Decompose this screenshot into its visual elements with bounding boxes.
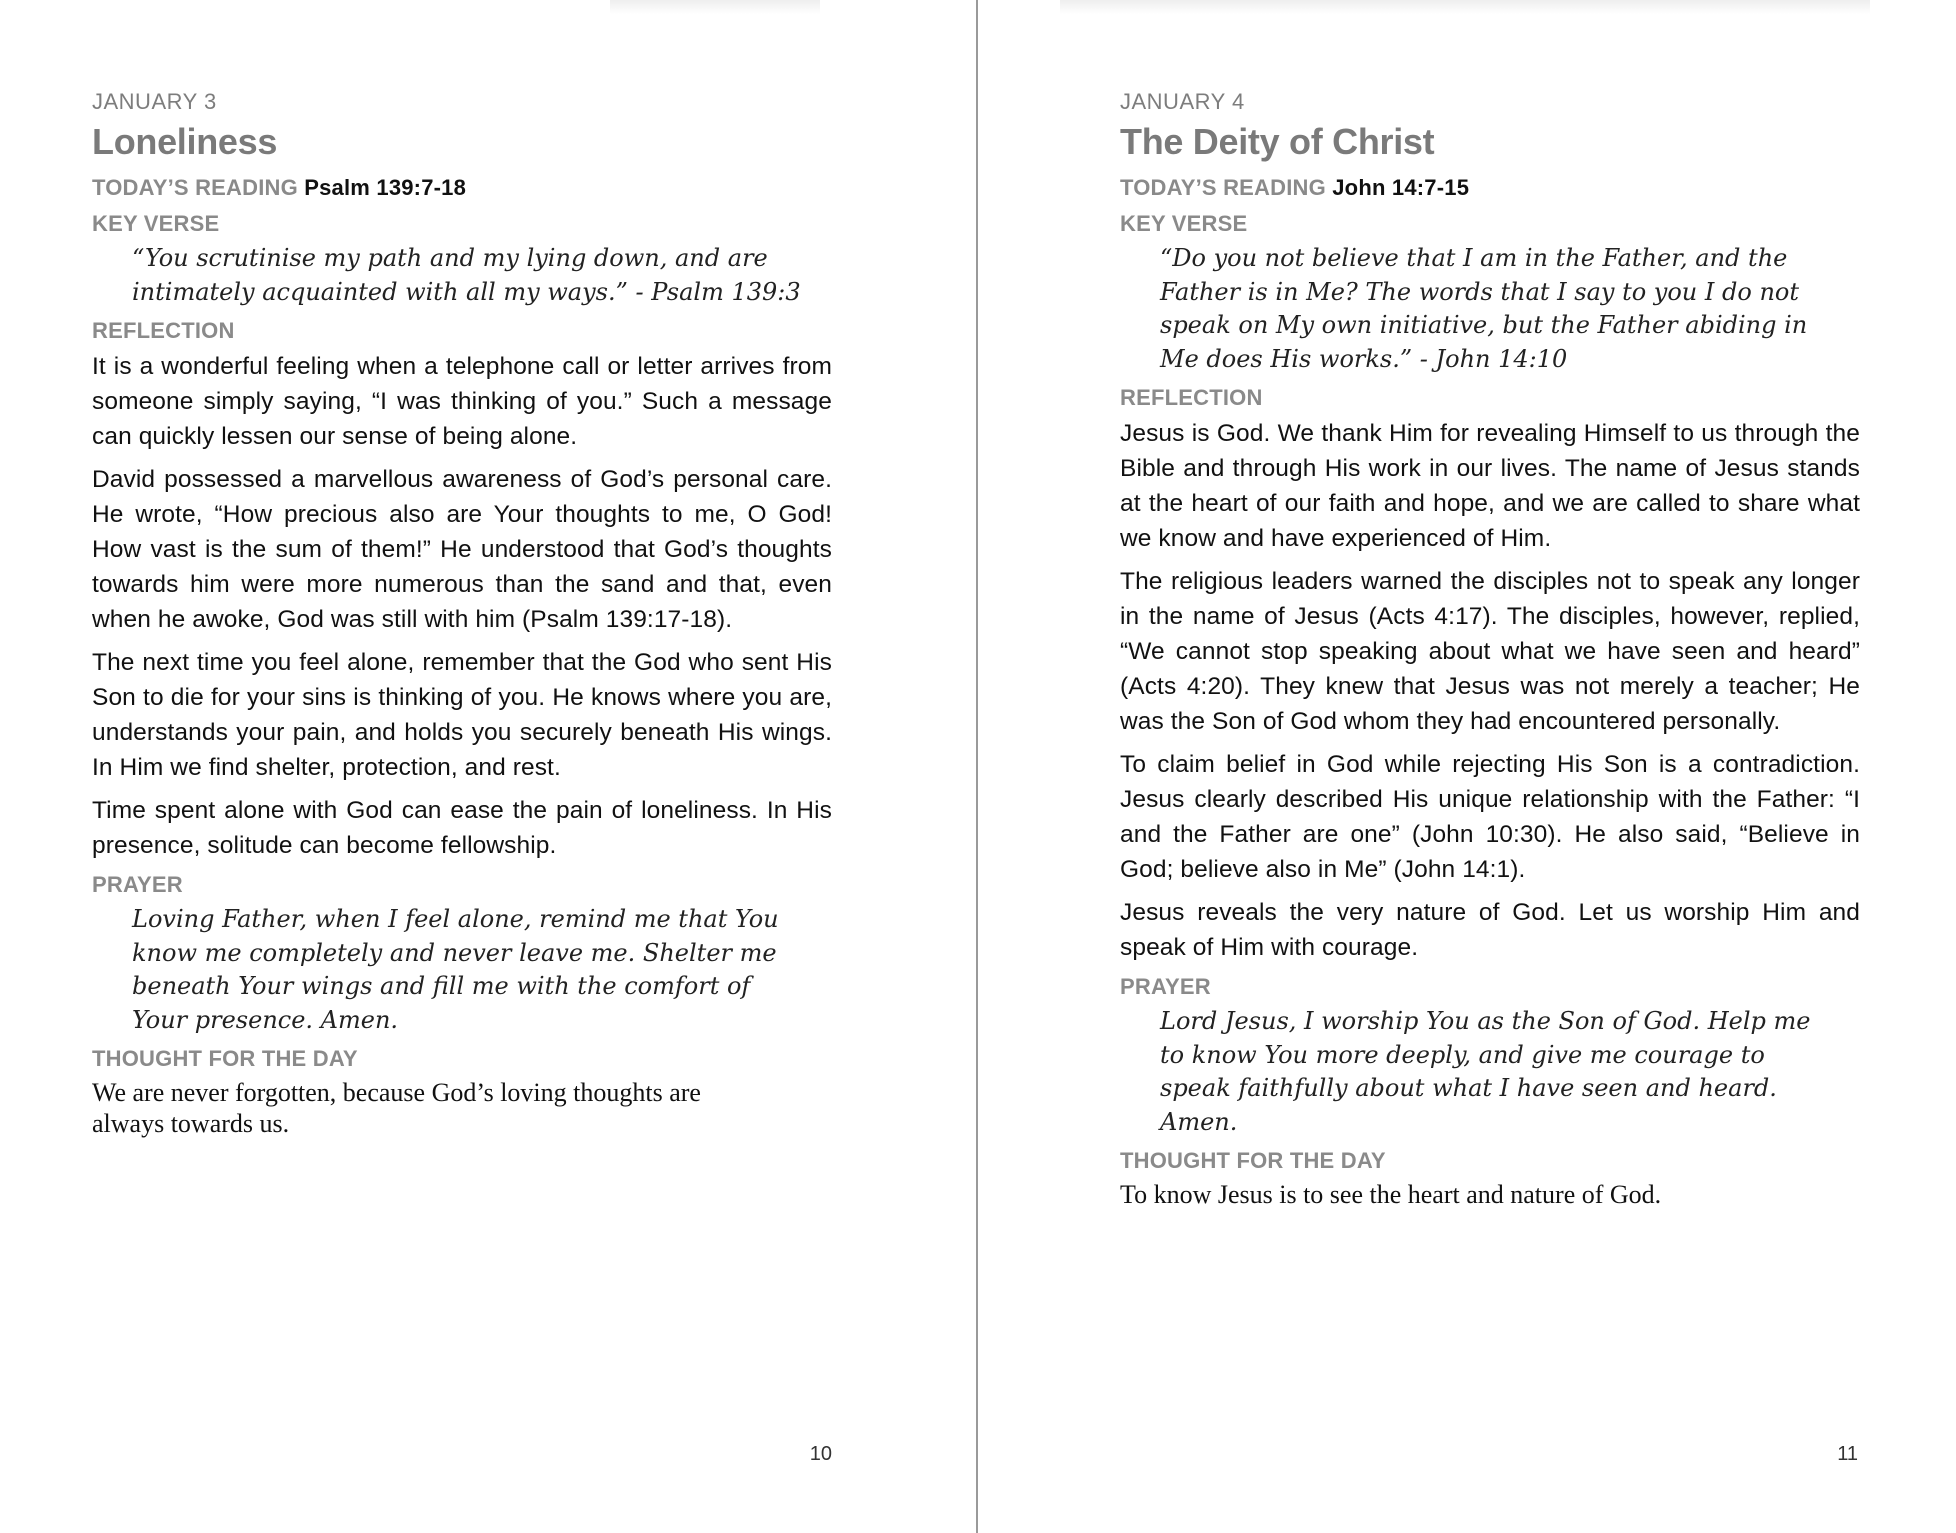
page-number: 10 [809,1443,832,1465]
thought-text: We are never forgotten, because God’s loving thoughts are always towards us. [92,1078,701,1138]
thought-label: THOUGHT FOR THE DAY [1120,1148,1386,1173]
devotional-entry [1120,88,1860,1210]
key-verse-label: KEY VERSE [1120,211,1248,236]
key-verse-label: KEY VERSE [92,211,220,236]
entry-title: The Deity of Christ [1120,121,1435,162]
entry-title: Loneliness [92,121,278,162]
reflection-paragraph: The religious leaders warned the disciples not to speak any longer in the name of Jesus (Acts 4:17). The disciples, however, replied, “We cannot stop speaking about what we have seen and heard” (Acts 4:20). They knew that Jesus was not merely a teacher; He was the Son of God whom they had encountered personally. [1120,568,1860,735]
entry-date: JANUARY 3 [92,89,217,114]
reflection-paragraph: The next time you feel alone, remember that the God who sent His Son to die for your sins is thinking of you. He knows where you are, understands your pain, and holds you securely beneath His wings. In Him we find shelter, protection, and rest. [92,649,832,781]
thought-label: THOUGHT FOR THE DAY [92,1046,358,1071]
devotional-entry [92,88,832,1139]
prayer-text: Loving Father, when I feel alone, remind me that You know me completely and never leave me. Shelter me beneath Your wings and fill me with the comfort of Your presence. Amen. [132,905,779,1034]
page-number: 11 [1837,1443,1858,1465]
todays-reading [1120,174,1860,202]
reflection-paragraph: Jesus reveals the very nature of God. Let us worship Him and speak of Him with courage. [1120,899,1860,961]
reading-reference: Psalm 139:7-18 [304,175,467,200]
key-verse-text: “Do you not believe that I am in the Father, and the Father is in Me? The words that I say to you I do not speak on My own initiative, but the Father abiding in Me does His works.” - John 14:10 [1160,244,1808,373]
prayer-text: Lord Jesus, I worship You as the Son of God. Help me to know You more deeply, and give me courage to speak faithfully about what I have seen and heard. Amen. [1160,1007,1811,1136]
reflection-paragraph: Jesus is God. We thank Him for revealing Himself to us through the Bible and through His work in our lives. The name of Jesus stands at the heart of our faith and hope, and we are called to share what we know and have experienced of Him. [1120,420,1860,552]
todays-reading-label: TODAY’S READING [92,175,298,200]
thought-text: To know Jesus is to see the heart and nature of God. [1120,1180,1662,1209]
reflection-paragraph: To claim belief in God while rejecting His Son is a contradiction. Jesus clearly described His unique relationship with the Father: “I and the Father are one” (John 10:30). He also said, “Believe in God; believe also in Me” (John 14:1). [1120,751,1860,883]
reflection-paragraph: Time spent alone with God can ease the pain of loneliness. In His presence, solitude can become fellowship. [92,797,832,859]
reflection-paragraph: It is a wonderful feeling when a telephone call or letter arrives from someone simply saying, “I was thinking of you.” Such a message can quickly lessen our sense of being alone. [92,353,832,450]
todays-reading [92,174,832,202]
reading-reference: John 14:7-15 [1332,175,1470,200]
reflection-label: REFLECTION [1120,385,1263,410]
reflection-paragraph: David possessed a marvellous awareness of God’s personal care. He wrote, “How precious also are Your thoughts to me, O God! How vast is the sum of them!” He understood that God’s thoughts towards him were more numerous than the sand and that, even when he awoke, God was still with him (Psalm 139:17-18). [92,466,832,633]
prayer-label: PRAYER [1120,974,1211,999]
reflection-label: REFLECTION [92,318,235,343]
todays-reading-label: TODAY’S READING [1120,175,1326,200]
prayer-label: PRAYER [92,872,183,897]
entry-date: JANUARY 4 [1120,89,1245,114]
right-page [978,0,1956,1533]
key-verse-text: “You scrutinise my path and my lying down, and are intimately acquainted with all my ways.” - Psalm 139:3 [132,244,801,306]
left-page [0,0,976,1533]
